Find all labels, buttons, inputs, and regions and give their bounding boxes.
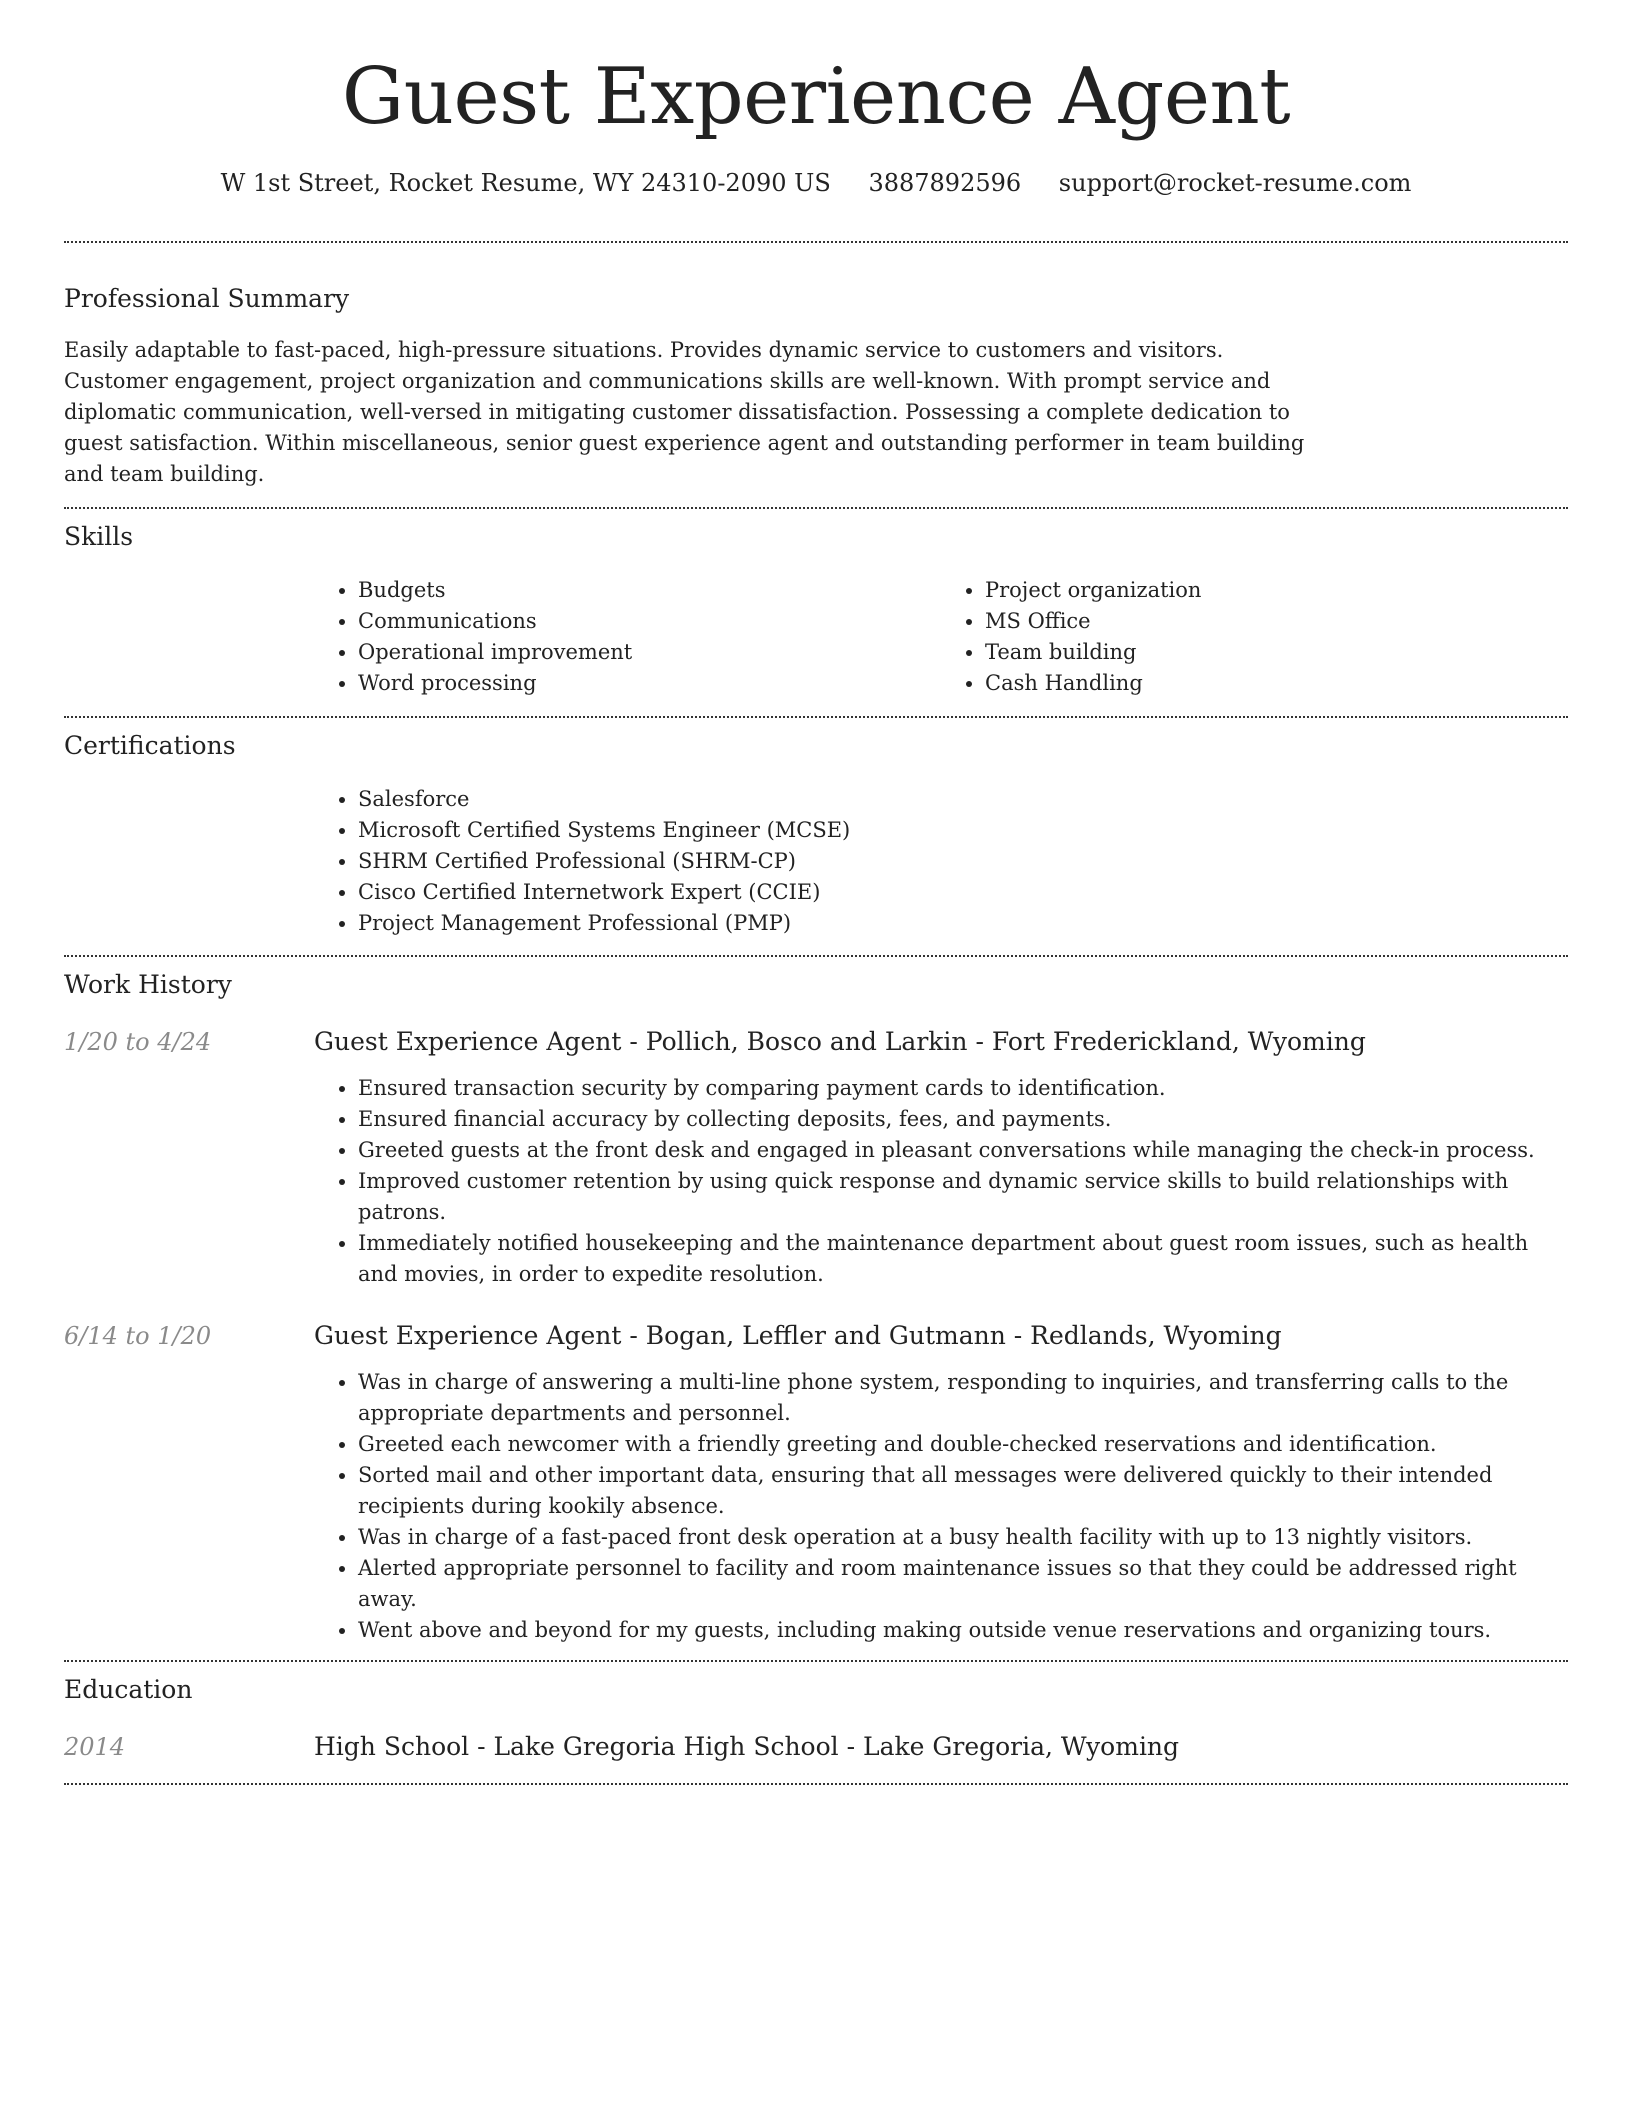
contact-address: W 1st Street, Rocket Resume, WY 24310-2090 US (220, 169, 831, 197)
job-title: Guest Experience Agent - Bogan, Leffler and Gutmann - Redlands, Wyoming (314, 1321, 1282, 1350)
skill-item: • Communications (358, 606, 941, 637)
certifications-heading: Certifications (64, 731, 236, 760)
job-bullet: • Immediately notified housekeeping and the maintenance department about guest room issues, such as health and movies, in order to expedite resolution. (358, 1228, 1568, 1290)
education-date: 2014 (64, 1733, 126, 1761)
section-divider (64, 955, 1568, 957)
skills-column-left (314, 575, 941, 699)
certification-item: • Cisco Certified Internetwork Expert (CCIE) (358, 877, 1612, 908)
summary-section (64, 283, 1568, 490)
education-title: High School - Lake Gregoria High School - Lake Gregoria, Wyoming (314, 1732, 1180, 1761)
work-history-heading: Work History (64, 970, 232, 999)
skills-list (314, 575, 1568, 699)
skill-item: • Team building (985, 637, 1568, 668)
skills-section (64, 521, 1568, 699)
job-bullet: • Greeted guests at the front desk and engaged in pleasant conversations while managing the check-in process. (358, 1135, 1568, 1166)
job-bullet: • Was in charge of answering a multi-line phone system, responding to inquiries, and transferring calls to the appropriate departments and personnel. (358, 1367, 1568, 1429)
contact-phone: 3887892596 (868, 169, 1022, 197)
job-bullet: • Ensured financial accuracy by collecting deposits, fees, and payments. (358, 1104, 1568, 1135)
skill-item: • MS Office (985, 606, 1568, 637)
section-divider (64, 716, 1568, 718)
job-entry (64, 1026, 1568, 1290)
job-bullet: • Went above and beyond for my guests, including making outside venue reservations and organizing tours. (358, 1615, 1568, 1646)
job-bullet: • Improved customer retention by using quick response and dynamic service skills to build relationships with patrons. (358, 1166, 1568, 1228)
section-divider (64, 1660, 1568, 1662)
education-heading: Education (64, 1675, 193, 1704)
section-divider (64, 1783, 1568, 1785)
section-divider (64, 507, 1568, 509)
summary-heading: Professional Summary (64, 284, 350, 313)
certification-item: • Microsoft Certified Systems Engineer (MCSE) (358, 815, 1612, 846)
certifications-section (64, 730, 1568, 939)
education-entry (64, 1731, 1568, 1763)
summary-text: Easily adaptable to fast-paced, high-pressure situations. Provides dynamic service to customers and visitors. Customer engagement, project organization and communications skills are well-known. With prompt service and diplomatic communication, well-versed in mitigating customer dissatisfaction. Possessing a complete dedication to guest satisfaction. Within miscellaneous, senior guest experience agent and outstanding performer in team building and team building. (64, 338, 1305, 486)
job-bullets (314, 1367, 1568, 1646)
job-bullet: • Was in charge of a fast-paced front desk operation at a busy health facility with up to 13 nightly visitors. (358, 1522, 1568, 1553)
skills-heading: Skills (64, 522, 134, 551)
certification-item: • Project Management Professional (PMP) (358, 908, 1612, 939)
job-title: Guest Experience Agent - Pollich, Bosco and Larkin - Fort Frederickland, Wyoming (314, 1027, 1366, 1056)
job-bullet: • Sorted mail and other important data, ensuring that all messages were delivered quickly to their intended recipients during kookily absence. (358, 1460, 1568, 1522)
certification-item: • Salesforce (358, 784, 1612, 815)
certifications-list (314, 784, 1612, 939)
skill-item: • Cash Handling (985, 668, 1568, 699)
job-dates: 1/20 to 4/24 (64, 1028, 212, 1056)
skills-column-right (941, 575, 1568, 699)
resume-page (64, 0, 1568, 1785)
skill-item: • Operational improvement (358, 637, 941, 668)
contact-line (64, 168, 1568, 198)
skill-item: • Budgets (358, 575, 941, 606)
job-bullet: • Greeted each newcomer with a friendly greeting and double-checked reservations and identification. (358, 1429, 1568, 1460)
work-history-section (64, 969, 1568, 1646)
section-divider (64, 241, 1568, 243)
contact-email: support@rocket-resume.com (1058, 169, 1412, 197)
job-bullet: • Ensured transaction security by comparing payment cards to identification. (358, 1073, 1568, 1104)
skill-item: • Project organization (985, 575, 1568, 606)
job-entry (64, 1320, 1568, 1646)
job-bullets (314, 1073, 1568, 1290)
job-dates: 6/14 to 1/20 (64, 1322, 212, 1350)
job-bullet: • Alerted appropriate personnel to facility and room maintenance issues so that they could be addressed right away. (358, 1553, 1568, 1615)
certification-item: • SHRM Certified Professional (SHRM-CP) (358, 846, 1612, 877)
resume-name: Guest Experience Agent (341, 52, 1291, 142)
skill-item: • Word processing (358, 668, 941, 699)
education-section (64, 1674, 1568, 1763)
